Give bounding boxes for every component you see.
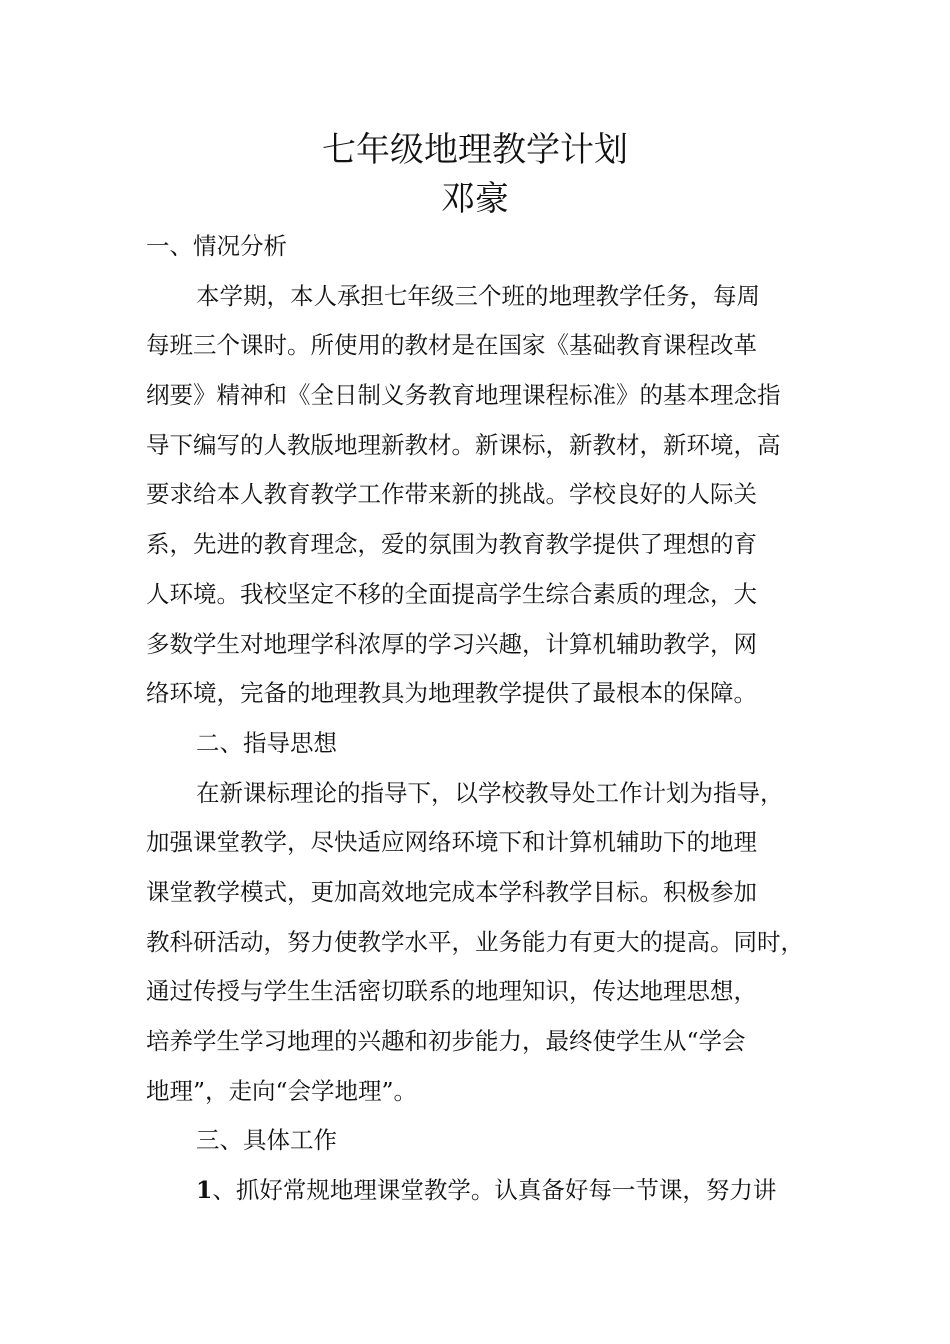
text-line: 加强课堂教学，尽快适应网络环境下和计算机辅助下的地理 bbox=[146, 828, 757, 857]
item-number: 1 bbox=[196, 1176, 213, 1205]
document-title: 七年级地理教学计划 bbox=[322, 130, 628, 170]
text-line: 通过传授与学生生活密切联系的地理知识，传达地理思想， bbox=[146, 977, 757, 1006]
text-line: 教科研活动，努力使教学水平，业务能力有更大的提高。同时， bbox=[146, 927, 804, 956]
text-line: 纲要》精神和《全日制义务教育地理课程标准》的基本理念指 bbox=[146, 381, 781, 410]
text-line: 要求给本人教育教学工作带来新的挑战。学校良好的人际关 bbox=[146, 480, 757, 509]
text-line: 三、具体工作 bbox=[196, 1126, 337, 1155]
text-line: 课堂教学模式，更加高效地完成本学科教学目标。积极参加 bbox=[146, 877, 757, 906]
text-line-numbered bbox=[146, 1166, 816, 1216]
text-line: 人环境。我校坚定不移的全面提高学生综合素质的理念，大 bbox=[146, 579, 757, 608]
text-line: 二、指导思想 bbox=[196, 728, 337, 757]
text-line: 络环境，完备的地理教具为地理教学提供了最根本的保障。 bbox=[146, 679, 757, 708]
text-line: 一、情况分析 bbox=[146, 232, 287, 260]
text-line: 导下编写的人教版地理新教材。新课标，新教材，新环境，高 bbox=[146, 430, 781, 459]
document-body bbox=[146, 222, 816, 1216]
text-line: 本学期，本人承担七年级三个班的地理教学任务，每周 bbox=[196, 281, 760, 310]
item-text: 、抓好常规地理课堂教学。认真备好每一节课，努力讲 bbox=[212, 1176, 777, 1205]
text-line: 培养学生学习地理的兴趣和初步能力，最终使学生从“学会 bbox=[146, 1027, 746, 1055]
document-author: 邓豪 bbox=[441, 179, 509, 219]
text-line: 每班三个课时。所使用的教材是在国家《基础教育课程改革 bbox=[146, 331, 757, 360]
text-line: 地理”，走向“会学地理”。 bbox=[146, 1076, 418, 1105]
text-line: 在新课标理论的指导下，以学校教导处工作计划为指导， bbox=[196, 778, 784, 807]
text-line: 系，先进的教育理念，爱的氛围为教育教学提供了理想的育 bbox=[146, 530, 757, 559]
text-line: 多数学生对地理学科浓厚的学习兴趣，计算机辅助教学，网 bbox=[146, 629, 757, 658]
